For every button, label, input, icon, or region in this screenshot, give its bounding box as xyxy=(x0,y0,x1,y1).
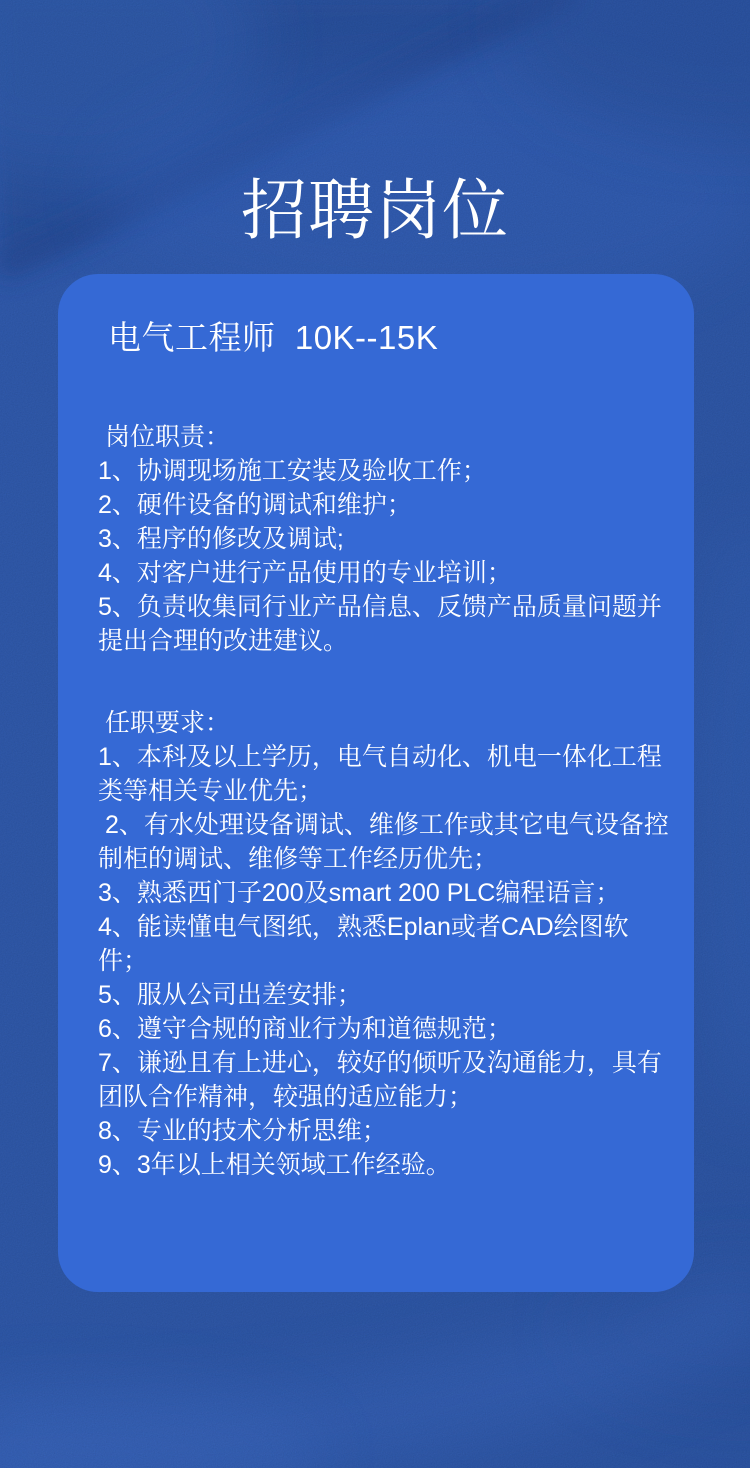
responsibilities-list xyxy=(98,454,670,658)
section-responsibilities xyxy=(98,420,670,658)
requirement-item: 3、熟悉西门子200及smart 200 PLC编程语言； xyxy=(98,879,621,907)
responsibility-item: 4、对客户进行产品使用的专业培训； xyxy=(98,559,512,587)
job-title-and-salary: 电气工程师 10K--15K xyxy=(108,319,439,356)
job-card xyxy=(58,274,694,1292)
responsibility-item: 5、负责收集同行业产品信息、反馈产品质量问题并提出合理的改进建议。 xyxy=(98,593,662,655)
requirement-item: 1、本科及以上学历，电气自动化、机电一体化工程类等相关专业优先； xyxy=(98,743,662,805)
poster-title: 招聘岗位 xyxy=(241,173,509,247)
requirement-item: 7、谦逊且有上进心，较好的倾听及沟通能力，具有团队合作精神，较强的适应能力； xyxy=(98,1049,662,1111)
requirement-item: 2、有水处理设备调试、维修工作或其它电气设备控制柜的调试、维修等工作经历优先； xyxy=(98,811,669,873)
requirements-list xyxy=(98,740,670,1182)
requirement-item: 6、遵守合规的商业行为和道德规范； xyxy=(98,1015,512,1043)
requirement-item: 9、3年以上相关领域工作经验。 xyxy=(98,1151,451,1179)
responsibility-item: 3、程序的修改及调试; xyxy=(98,525,344,553)
requirement-item: 5、服从公司出差安排； xyxy=(98,981,362,1009)
section-requirements xyxy=(98,706,670,1182)
requirement-item: 4、能读懂电气图纸，熟悉Eplan或者CAD绘图软件； xyxy=(98,913,629,975)
responsibility-item: 1、协调现场施工安装及验收工作； xyxy=(98,457,487,485)
responsibility-item: 2、硬件设备的调试和维护； xyxy=(98,491,412,519)
requirements-heading: 任职要求： xyxy=(105,709,231,737)
requirement-item: 8、专业的技术分析思维； xyxy=(98,1117,387,1145)
responsibilities-heading: 岗位职责： xyxy=(105,423,231,451)
